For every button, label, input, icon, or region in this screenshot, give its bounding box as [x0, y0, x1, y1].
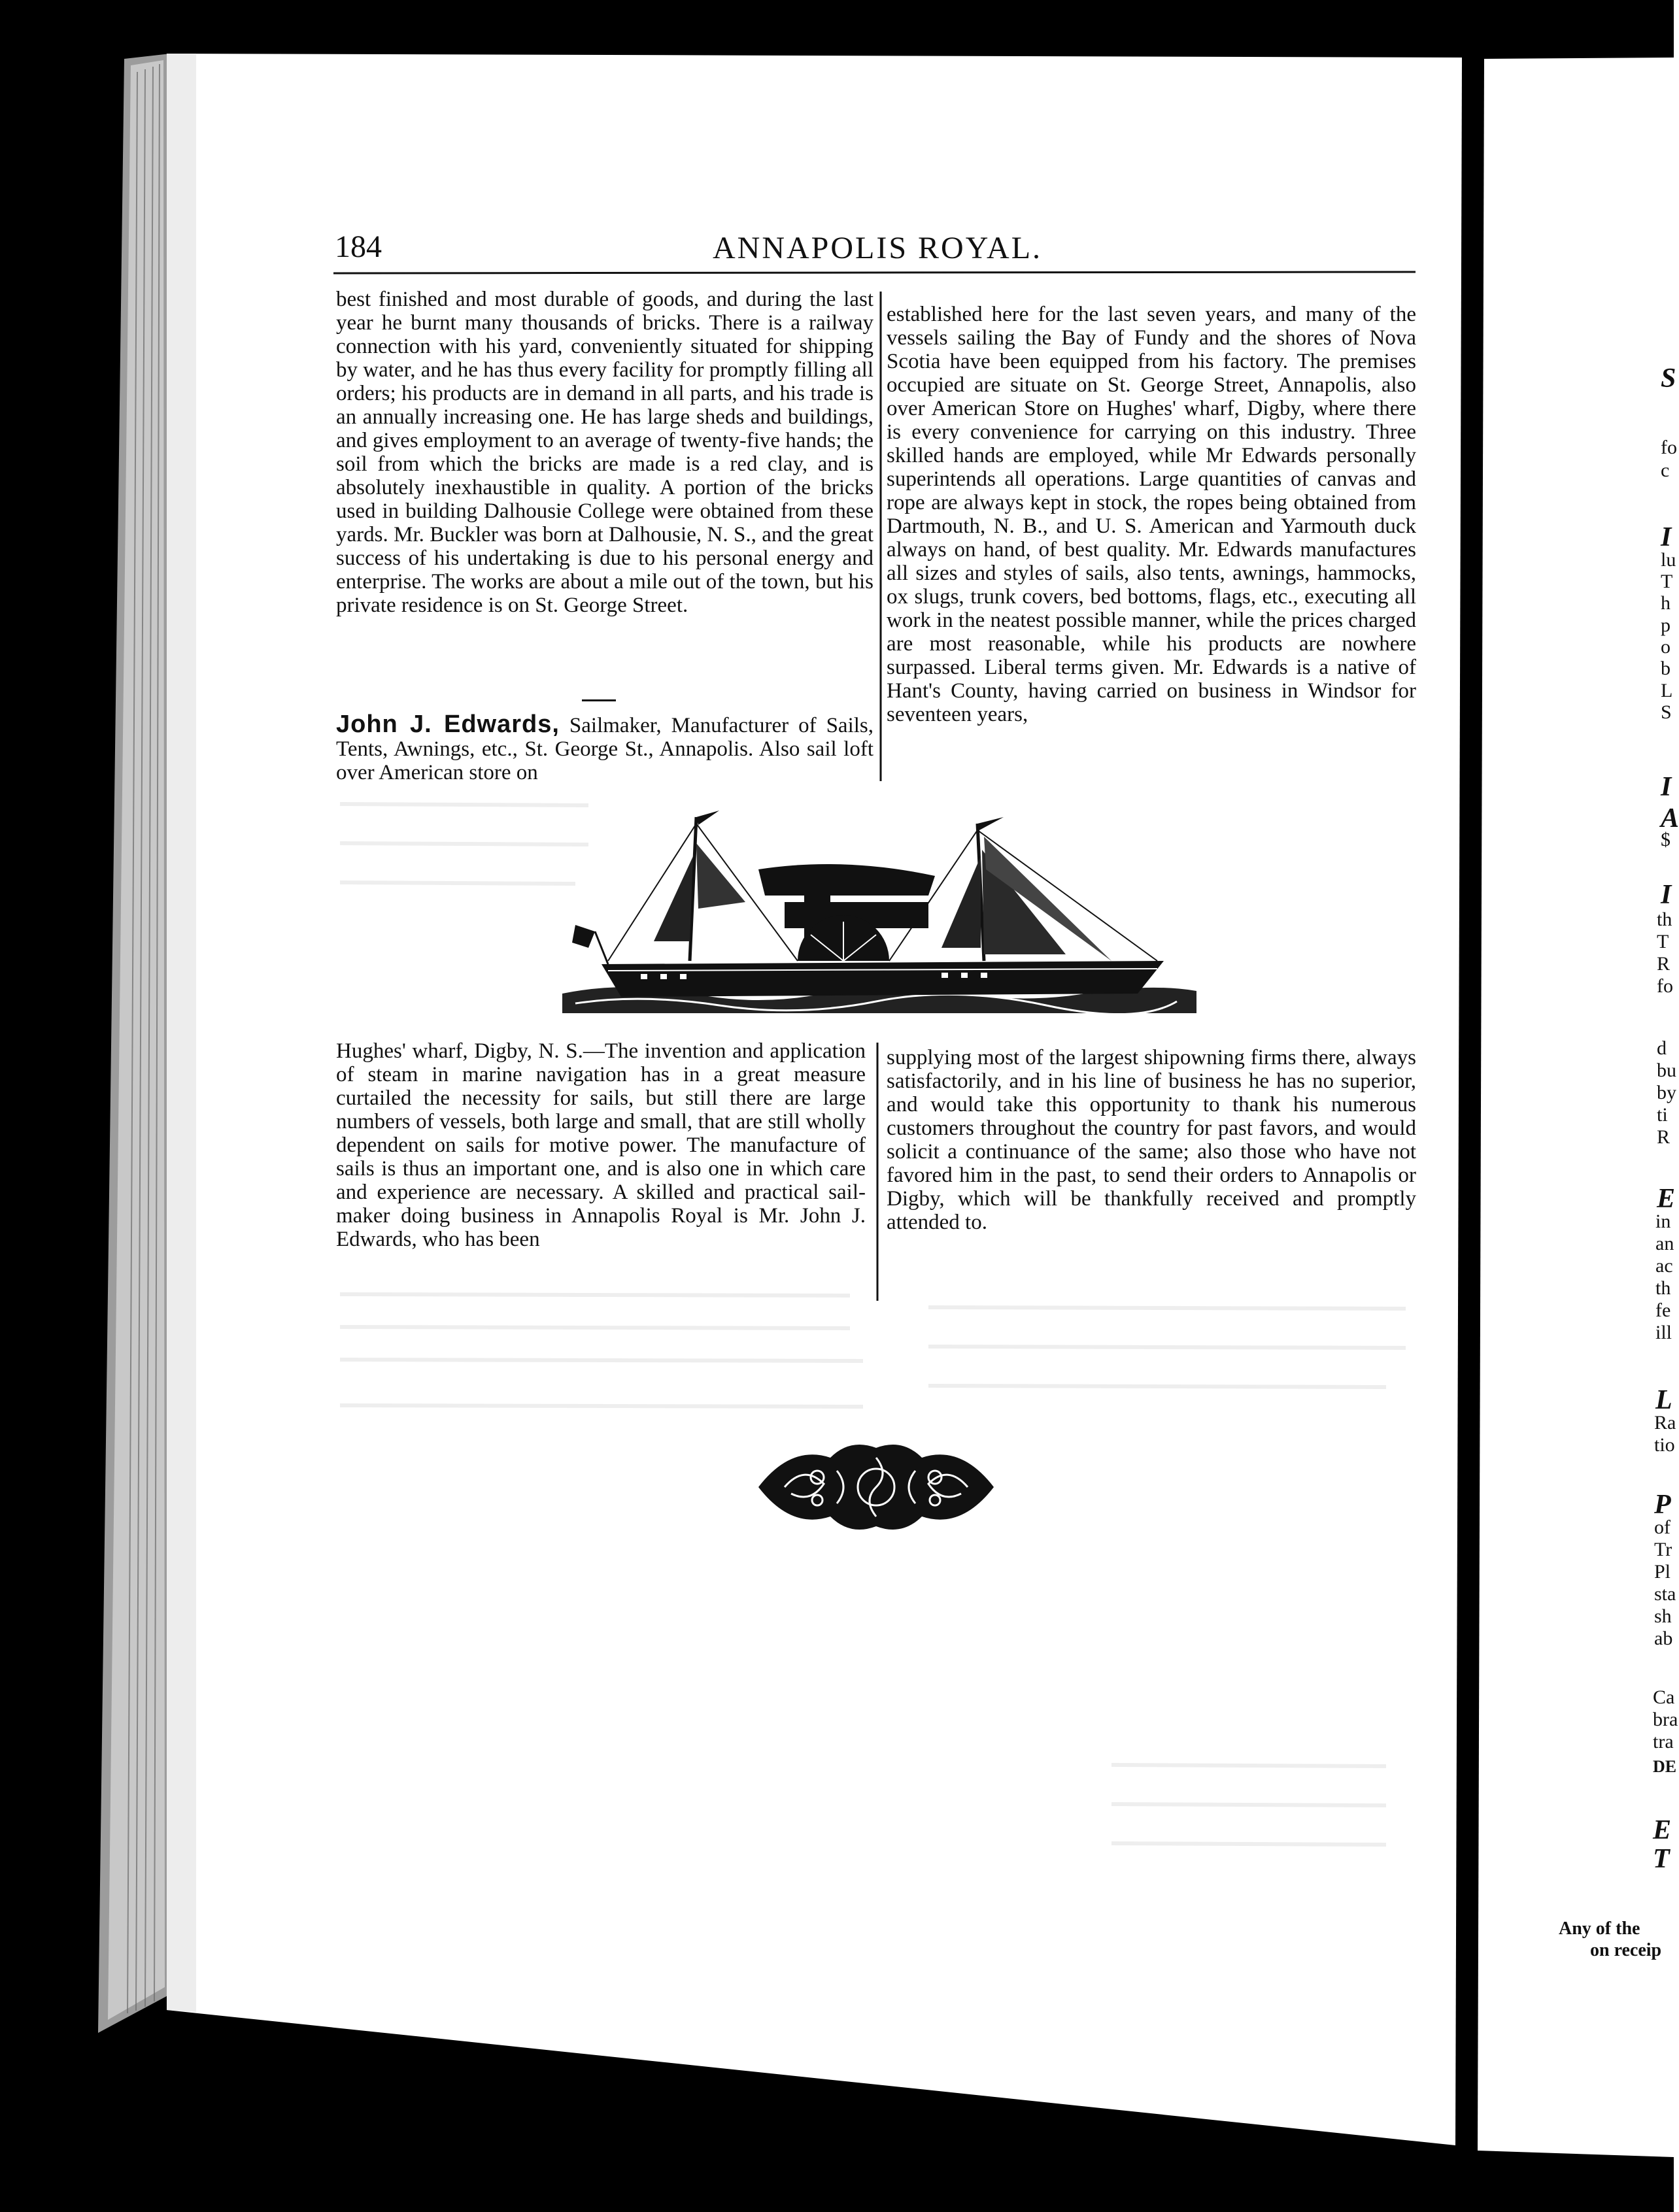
fragment: lu — [1661, 549, 1676, 571]
running-head: ANNAPOLIS ROYAL. — [713, 231, 1043, 265]
edwards-entry — [336, 712, 873, 784]
fragment: A — [1661, 803, 1679, 833]
fragment: T — [1653, 1844, 1670, 1874]
fragment: fe — [1655, 1299, 1671, 1321]
fragment: P — [1654, 1490, 1671, 1520]
entry-name: John J. Edwards, — [336, 711, 560, 738]
fragment: of — [1654, 1517, 1671, 1538]
closing-paragraph: supplying most of the largest shipowning firms there, always satisfactorily, and in his line of business he has no superior, and would take this opportunity to thank his numerous customers throughout the country for past favors, and would solicit a continuance of the same; also those who have not favored him in the past, to send their orders to Annapolis or Digby, which will be thankfully received and promptly attended to. — [887, 1046, 1416, 1234]
fragment: o — [1661, 636, 1671, 658]
fragment: E — [1657, 1184, 1676, 1214]
edwards-continued-paragraph: established here for the last seven years, and many of the vessels sailing the Bay of Fundy and the shores of Nova Scotia have been equipped from his factory. The premises occupied are situate on St. George Street, Annapolis, also over American Store on Hughes' wharf, Digby, where there is every convenience for carrying on this industry. Three skilled hands are employed, while Mr Edwards personally superintends all operations. Large quantities of canvas and rope are always kept in stock, the ropes being obtained from Dartmouth, N. B., and U. S. American and Yarmouth duck always on hand, of best quality. Mr. Edwards manufactures all sizes and styles of sails, also tents, awnings, hammocks, ox slugs, trunk covers, bed bottoms, flags, etc., executing all work in the neatest possible manner, while the prices charged are most reasonable, while his products are nowhere surpassed. Liberal terms given. Mr. Edwards is a native of Hant's County, having carried on business in Windsor for seventeen years, — [887, 303, 1416, 726]
page-number: 184 — [335, 229, 382, 264]
fragment: an — [1655, 1233, 1674, 1254]
fragment: I — [1661, 522, 1672, 552]
footer-note-line-1: Any of the — [1559, 1919, 1640, 1939]
fragment: T — [1661, 571, 1673, 592]
fragment: ti — [1657, 1104, 1668, 1126]
fragment: S — [1661, 701, 1672, 723]
fragment: d — [1657, 1037, 1667, 1059]
fragment: Ca — [1653, 1686, 1675, 1708]
fragment: I — [1661, 772, 1672, 802]
ornamental-tailpiece — [752, 1432, 1000, 1543]
footer-note-line-2: on receip — [1590, 1940, 1662, 1960]
fragment: in — [1655, 1211, 1671, 1232]
fragment: ac — [1655, 1255, 1673, 1277]
fragment: S — [1661, 363, 1676, 394]
sailmaking-paragraph: Hughes' wharf, Digby, N. S.—The invention and application of steam in marine navigation has in a great measure curtailed the necessity for sails, but still there are large numbers of vessels, both large and small, that are still wholly dependent on sails for motive power. The manufacture of sails is thus an important one, and is also one in which care and experience are necessary. A skilled and practical sail-maker doing business in Annapolis Royal is Mr. John J. Edwards, who has been — [336, 1039, 866, 1251]
right-column-top — [887, 303, 1416, 726]
fragment: fo — [1661, 437, 1677, 458]
fragment: c — [1661, 460, 1670, 481]
fragment: sh — [1654, 1605, 1672, 1627]
edwards-entry-paragraph — [336, 712, 873, 784]
fragment: L — [1655, 1385, 1672, 1415]
fragment: tio — [1654, 1434, 1675, 1456]
fragment: tra — [1653, 1731, 1674, 1752]
fragment: by — [1657, 1082, 1676, 1103]
fragment: bu — [1657, 1060, 1676, 1081]
fragment: fo — [1657, 975, 1673, 997]
fragment: ab — [1654, 1628, 1673, 1649]
fragment: T — [1657, 931, 1669, 952]
steamship-illustration — [549, 797, 1196, 1026]
left-column-top — [336, 288, 873, 617]
fragment: bra — [1653, 1709, 1678, 1730]
left-column-bottom — [336, 1039, 866, 1251]
buckler-paragraph: best finished and most durable of goods, and during the last year he burnt many thousands of bricks. There is a railway connection with his yard, conveniently situated for shipping by water, and he has thus every facility for promptly filling all orders; his products are in demand in all parts, and his trade is an annually increasing one. He has large sheds and buildings, and gives employment to an average of twenty-five hands; the soil from which the bricks are made is a red clay, and is absolutely inexhaustible in quality. A portion of the bricks used in building Dalhousie College were obtained from these yards. Mr. Buckler was born at Dalhousie, N. S., and the great success of his undertaking is due to his personal energy and enterprise. The works are about a mile out of the town, but his private residence is on St. George Street. — [336, 288, 873, 617]
section-divider — [582, 699, 616, 701]
fragment: b — [1661, 658, 1671, 679]
fragment: ill — [1655, 1322, 1672, 1343]
fragment: th — [1657, 909, 1672, 930]
fragment: R — [1657, 953, 1671, 975]
fragment: R — [1657, 1126, 1671, 1148]
right-column-bottom — [887, 1046, 1416, 1234]
fragment: E — [1653, 1815, 1672, 1845]
fragment: I — [1661, 880, 1672, 910]
fragment: sta — [1654, 1583, 1676, 1605]
fragment: DE — [1653, 1757, 1677, 1776]
fragment: $ — [1661, 829, 1671, 850]
fragment: L — [1661, 680, 1673, 701]
fragment: h — [1661, 592, 1671, 614]
fragment: Pl — [1654, 1561, 1671, 1583]
entry-intro: Sailmaker, Manufacturer of Sails, Tents, Awnings, etc., St. George St., Annapolis. Also sail loft over American store on — [336, 714, 874, 784]
fragment: Ra — [1654, 1412, 1676, 1433]
fragment: th — [1655, 1277, 1671, 1299]
fragment: p — [1661, 614, 1671, 636]
fragment: Tr — [1654, 1539, 1672, 1560]
